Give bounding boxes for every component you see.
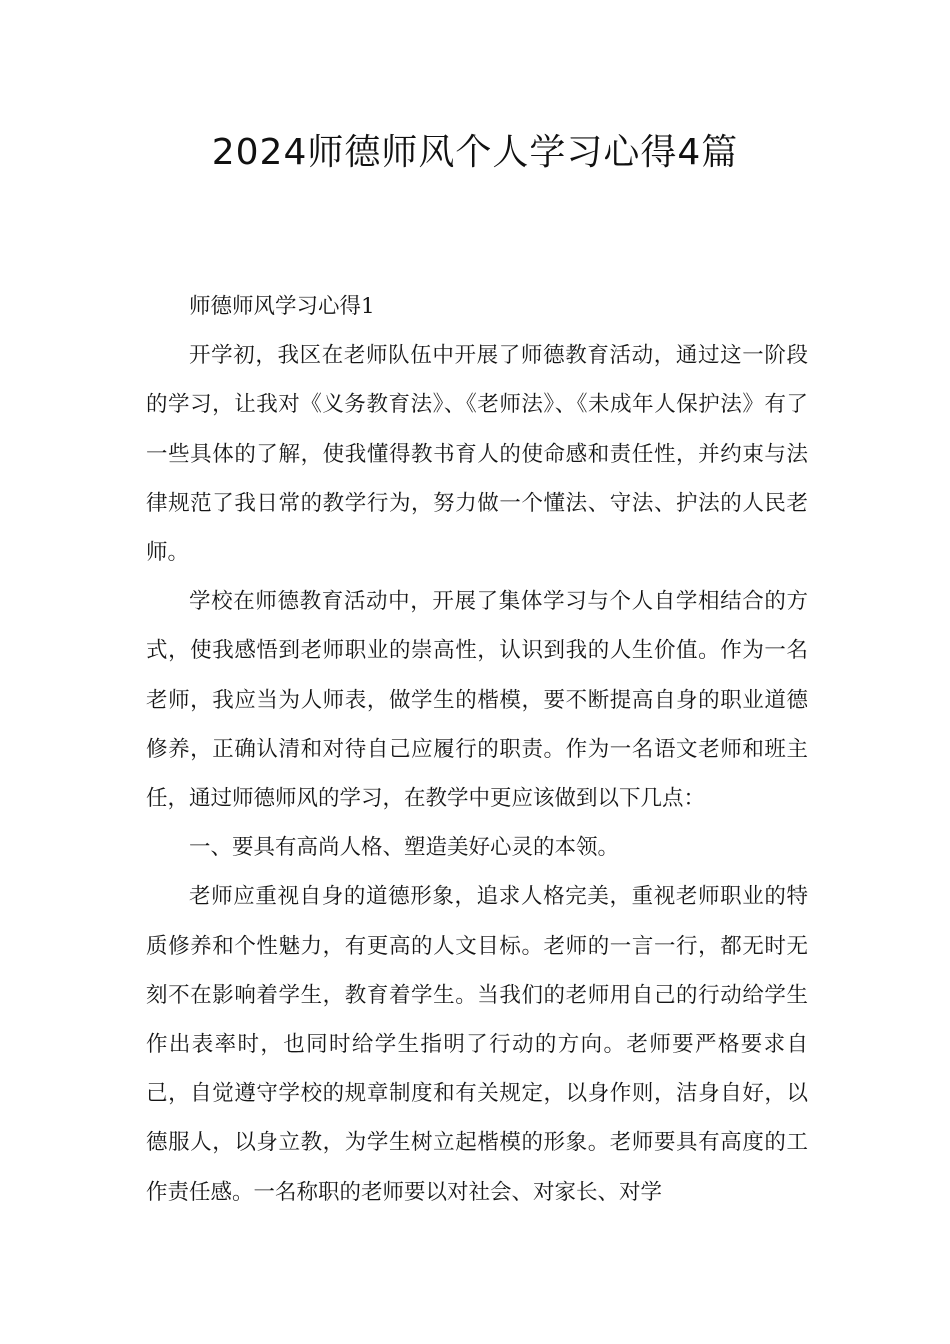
document-body <box>146 282 808 1217</box>
document-title: 2024师德师风个人学习心得4篇 <box>211 132 739 173</box>
paragraph-4: 老师应重视自身的道德形象，追求人格完美，重视老师职业的特质修养和个性魅力，有更高的人文目标。老师的一言一行，都无时无刻不在影响着学生，教育着学生。当我们的老师用自己的行动给学生作出表率时，也同时给学生指明了行动的方向。老师要严格要求自己，自觉遵守学校的规章制度和有关规定，以身作则，洁身自好，以德服人，以身立教，为学生树立起楷模的形象。老师要具有高度的工作责任感。一名称职的老师要以对社会、对家长、对学 <box>146 884 808 1205</box>
section-heading: 师德师风学习心得1 <box>189 294 375 319</box>
paragraph-1: 开学初，我区在老师队伍中开展了师德教育活动，通过这一阶段的学习，让我对《义务教育法》、《老师法》、《未成年人保护法》有了一些具体的了解，使我懂得教书育人的使命感和责任性，并约束与法律规范了我日常的教学行为，努力做一个懂法、守法、护法的人民老师。 <box>146 343 808 566</box>
paragraph-2: 学校在师德教育活动中，开展了集体学习与个人自学相结合的方式，使我感悟到老师职业的崇高性，认识到我的人生价值。作为一名老师，我应当为人师表，做学生的楷模，要不断提高自身的职业道德修养，正确认清和对待自己应履行的职责。作为一名语文老师和班主任，通过师德师风的学习，在教学中更应该做到以下几点： <box>146 589 808 812</box>
paragraph-3: 一、要具有高尚人格、塑造美好心灵的本领。 <box>189 835 620 861</box>
